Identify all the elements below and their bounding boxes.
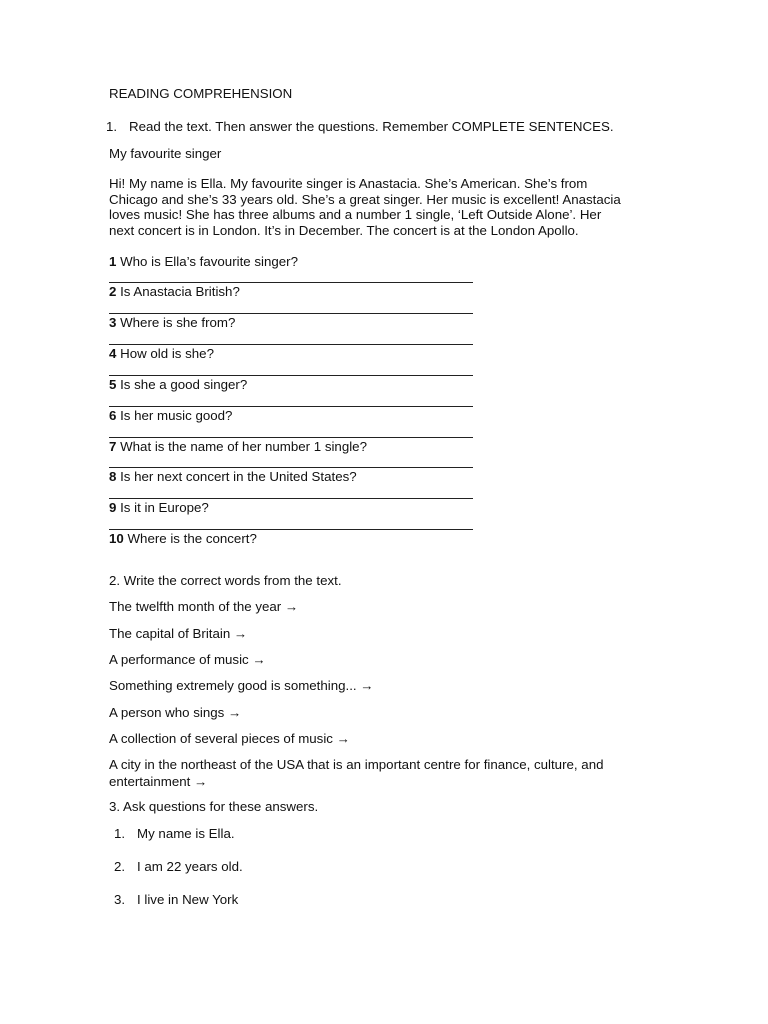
answer-item-number: 3. <box>114 892 126 907</box>
answer-item-number: 2. <box>114 859 126 874</box>
question-text: What is the name of her number 1 single? <box>120 439 367 454</box>
question-1 <box>109 254 298 269</box>
answer-line-4[interactable] <box>109 375 473 376</box>
question-number: 7 <box>109 439 117 454</box>
vocab-item: Something extremely good is something... → <box>109 678 374 693</box>
page-heading: READING COMPREHENSION <box>109 86 293 101</box>
vocab-item: A person who sings → <box>109 705 242 720</box>
question-number: 3 <box>109 315 117 330</box>
section1-number: 1. <box>106 119 118 134</box>
section3-title: 3. Ask questions for these answers. <box>109 799 319 814</box>
vocab-item: A collection of several pieces of music → <box>109 731 350 746</box>
question-text: Is her music good? <box>120 408 233 423</box>
answer-item-text: My name is Ella. <box>137 826 235 841</box>
question-number: 10 <box>109 531 124 546</box>
vocab-item: The twelfth month of the year → <box>109 599 299 614</box>
question-number: 8 <box>109 469 117 484</box>
vocab-item: The capital of Britain → <box>109 626 248 641</box>
section2-title: 2. Write the correct words from the text. <box>109 573 342 588</box>
answer-item-text: I live in New York <box>137 892 239 907</box>
vocab-item: A city in the northeast of the USA that is an important centre for finance, culture, and <box>109 757 604 772</box>
answer-line-2[interactable] <box>109 313 473 314</box>
question-text: Where is she from? <box>120 315 236 330</box>
question-text: Is it in Europe? <box>120 500 209 515</box>
reading-text-line: Hi! My name is Ella. My favourite singer is Anastacia. She’s American. She’s from <box>109 176 588 191</box>
reading-text-line: Chicago and she’s 33 years old. She’s a great singer. Her music is excellent! Anastacia <box>109 191 621 207</box>
question-number: 1 <box>109 254 117 269</box>
reading-text-line: next concert is in London. It’s in December. The concert is at the London Apollo. <box>109 222 579 238</box>
answer-line-8[interactable] <box>109 498 473 499</box>
answer-line-6[interactable] <box>109 437 473 438</box>
reading-text-line: loves music! She has three albums and a number 1 single, ‘Left Outside Alone’. Her <box>109 207 602 223</box>
text-title: My favourite singer <box>109 146 222 161</box>
answer-line-1[interactable] <box>109 282 473 283</box>
question-text: Who is Ella’s favourite singer? <box>120 254 298 269</box>
question-4 <box>109 346 214 361</box>
answer-line-5[interactable] <box>109 406 473 407</box>
vocab-item-continued: entertainment → <box>109 774 208 789</box>
answer-line-7[interactable] <box>109 467 473 468</box>
question-10 <box>109 531 257 546</box>
answer-item-number: 1. <box>114 826 126 841</box>
question-7 <box>109 439 367 454</box>
question-6 <box>109 408 232 423</box>
question-number: 4 <box>109 346 117 361</box>
question-text: Is she a good singer? <box>120 377 248 392</box>
answer-line-9[interactable] <box>109 529 473 530</box>
section1-instruction: Read the text. Then answer the questions. Remember COMPLETE SENTENCES. <box>129 119 614 134</box>
question-text: Is her next concert in the United States? <box>120 469 357 484</box>
question-text: Where is the concert? <box>127 531 257 546</box>
question-text: Is Anastacia British? <box>120 284 240 299</box>
question-number: 5 <box>109 377 117 392</box>
question-2 <box>109 284 240 299</box>
vocab-item: A performance of music → <box>109 652 266 667</box>
question-5 <box>109 377 247 392</box>
answer-line-3[interactable] <box>109 344 473 345</box>
question-8 <box>109 469 357 484</box>
question-number: 9 <box>109 500 117 515</box>
question-number: 2 <box>109 284 117 299</box>
question-3 <box>109 315 235 330</box>
question-number: 6 <box>109 408 117 423</box>
question-text: How old is she? <box>120 346 214 361</box>
question-9 <box>109 500 209 515</box>
reading-text <box>109 176 669 238</box>
answer-item-text: I am 22 years old. <box>137 859 243 874</box>
